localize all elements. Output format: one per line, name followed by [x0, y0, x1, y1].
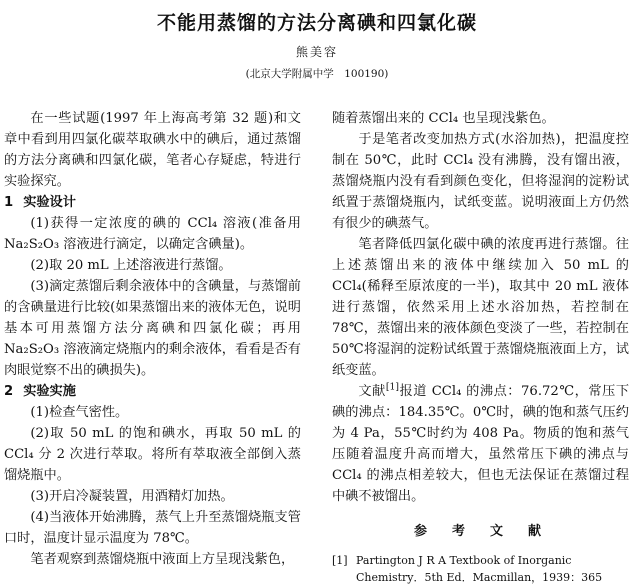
water-bath-paragraph: 于是笔者改变加热方式(水浴加热)，把温度控制在 50℃，此时 CCl₄ 没有沸腾，没有馏出液，蒸馏烧瓶内没有看到颜色变化，但将湿润的淀粉试纸置于蒸馏烧瓶内，试纸变蓝。说明液面上方仍然有很少的碘蒸气。 [332, 132, 629, 231]
section-title: 实验设计 [23, 195, 76, 210]
references-heading: 参 考 文 献 [413, 524, 547, 539]
observation-paragraph: 笔者观察到蒸馏烧瓶中液面上方呈现浅紫色， [30, 552, 295, 567]
impl-step-3: (3)开启冷凝装置，用酒精灯加热。 [30, 489, 234, 504]
reference-item [332, 552, 629, 586]
section-number: 1 [4, 195, 14, 210]
paper-title: 不能用蒸馏的方法分离碘和四氯化碳 [156, 12, 477, 34]
intro-paragraph: 在一些试题(1997 年上海高考第 32 题)和文章中看到用四氯化碳萃取碘水中的碘后，通过蒸馏的方法分离碘和四氯化碳，笔者心存疑虑，特进行实验探究。 [4, 111, 301, 189]
impl-step-2: (2)取 50 mL 的饱和碘水，再取 50 mL 的 CCl₄ 分 2 次进行萃取。将所有萃取液全部倒入蒸馏烧瓶中。 [4, 426, 301, 483]
reference-number: [1] [332, 554, 348, 567]
design-step-3: (3)滴定蒸馏后剩余液体中的含碘量，与蒸馏前的含碘量进行比较(如果蒸馏出来的液体无色，说明基本可用蒸馏方法分离碘和四氯化碳；再用 Na₂S₂O₃ 溶液滴定烧瓶内的剩余液体，看看是否有肉眼觉察不出的碘损失)。 [4, 279, 301, 378]
citation-mark: [1] [385, 381, 399, 393]
section-number: 2 [4, 384, 14, 399]
impl-step-4: (4)当液体开始沸腾，蒸气上升至蒸馏烧瓶支管口时，温度计显示温度为 78℃。 [4, 510, 301, 546]
continued-paragraph: 随着蒸馏出来的 CCl₄ 也呈现浅紫色。 [332, 111, 555, 126]
left-column [4, 108, 301, 570]
literature-paragraph: 文献[1]报道 CCl₄ 的沸点：76.72℃，常压下碘的沸点：184.35℃。0℃时，碘的饱和蒸气压约为 4 Pa，55℃时约为 408 Pa。物质的饱和蒸气压随着温度升高而增大，虽然常压下碘的沸点与 CCl₄ 的沸点相差较大，但也无法保证在蒸馏过程中碘不被馏出。 [332, 381, 630, 504]
impl-step-1: (1)检查气密性。 [30, 405, 129, 420]
design-step-1: (1)获得一定浓度的碘的 CCl₄ 溶液(准备用 Na₂S₂O₃ 溶液进行滴定，以确定含碘量)。 [4, 216, 301, 252]
author-affiliation: (北京大学附属中学 100190) [245, 68, 389, 80]
author-name: 熊美容 [295, 45, 338, 59]
section-title: 实验实施 [23, 384, 76, 399]
reference-text: Partington J R A Textbook of Inorganic Chemistry．5th Ed．Macmillan，1939：365 [356, 554, 603, 584]
right-column [332, 108, 629, 586]
section-heading-design [4, 192, 301, 213]
design-step-2: (2)取 20 mL 上述溶液进行蒸馏。 [30, 258, 232, 273]
section-heading-implementation [4, 381, 301, 402]
dilution-paragraph: 笔者降低四氯化碳中碘的浓度再进行蒸馏。往上述蒸馏出来的液体中继续加入 50 mL 的 CCl₄(稀释至原浓度的一半)，取其中 20 mL 液体进行蒸馏，依然采用上述水浴加热，若控制在 78℃，蒸馏出来的液体颜色变淡了一些，若控制在 50℃将湿润的淀粉试纸置于蒸馏烧瓶液面上方，试纸变蓝。 [332, 237, 629, 378]
